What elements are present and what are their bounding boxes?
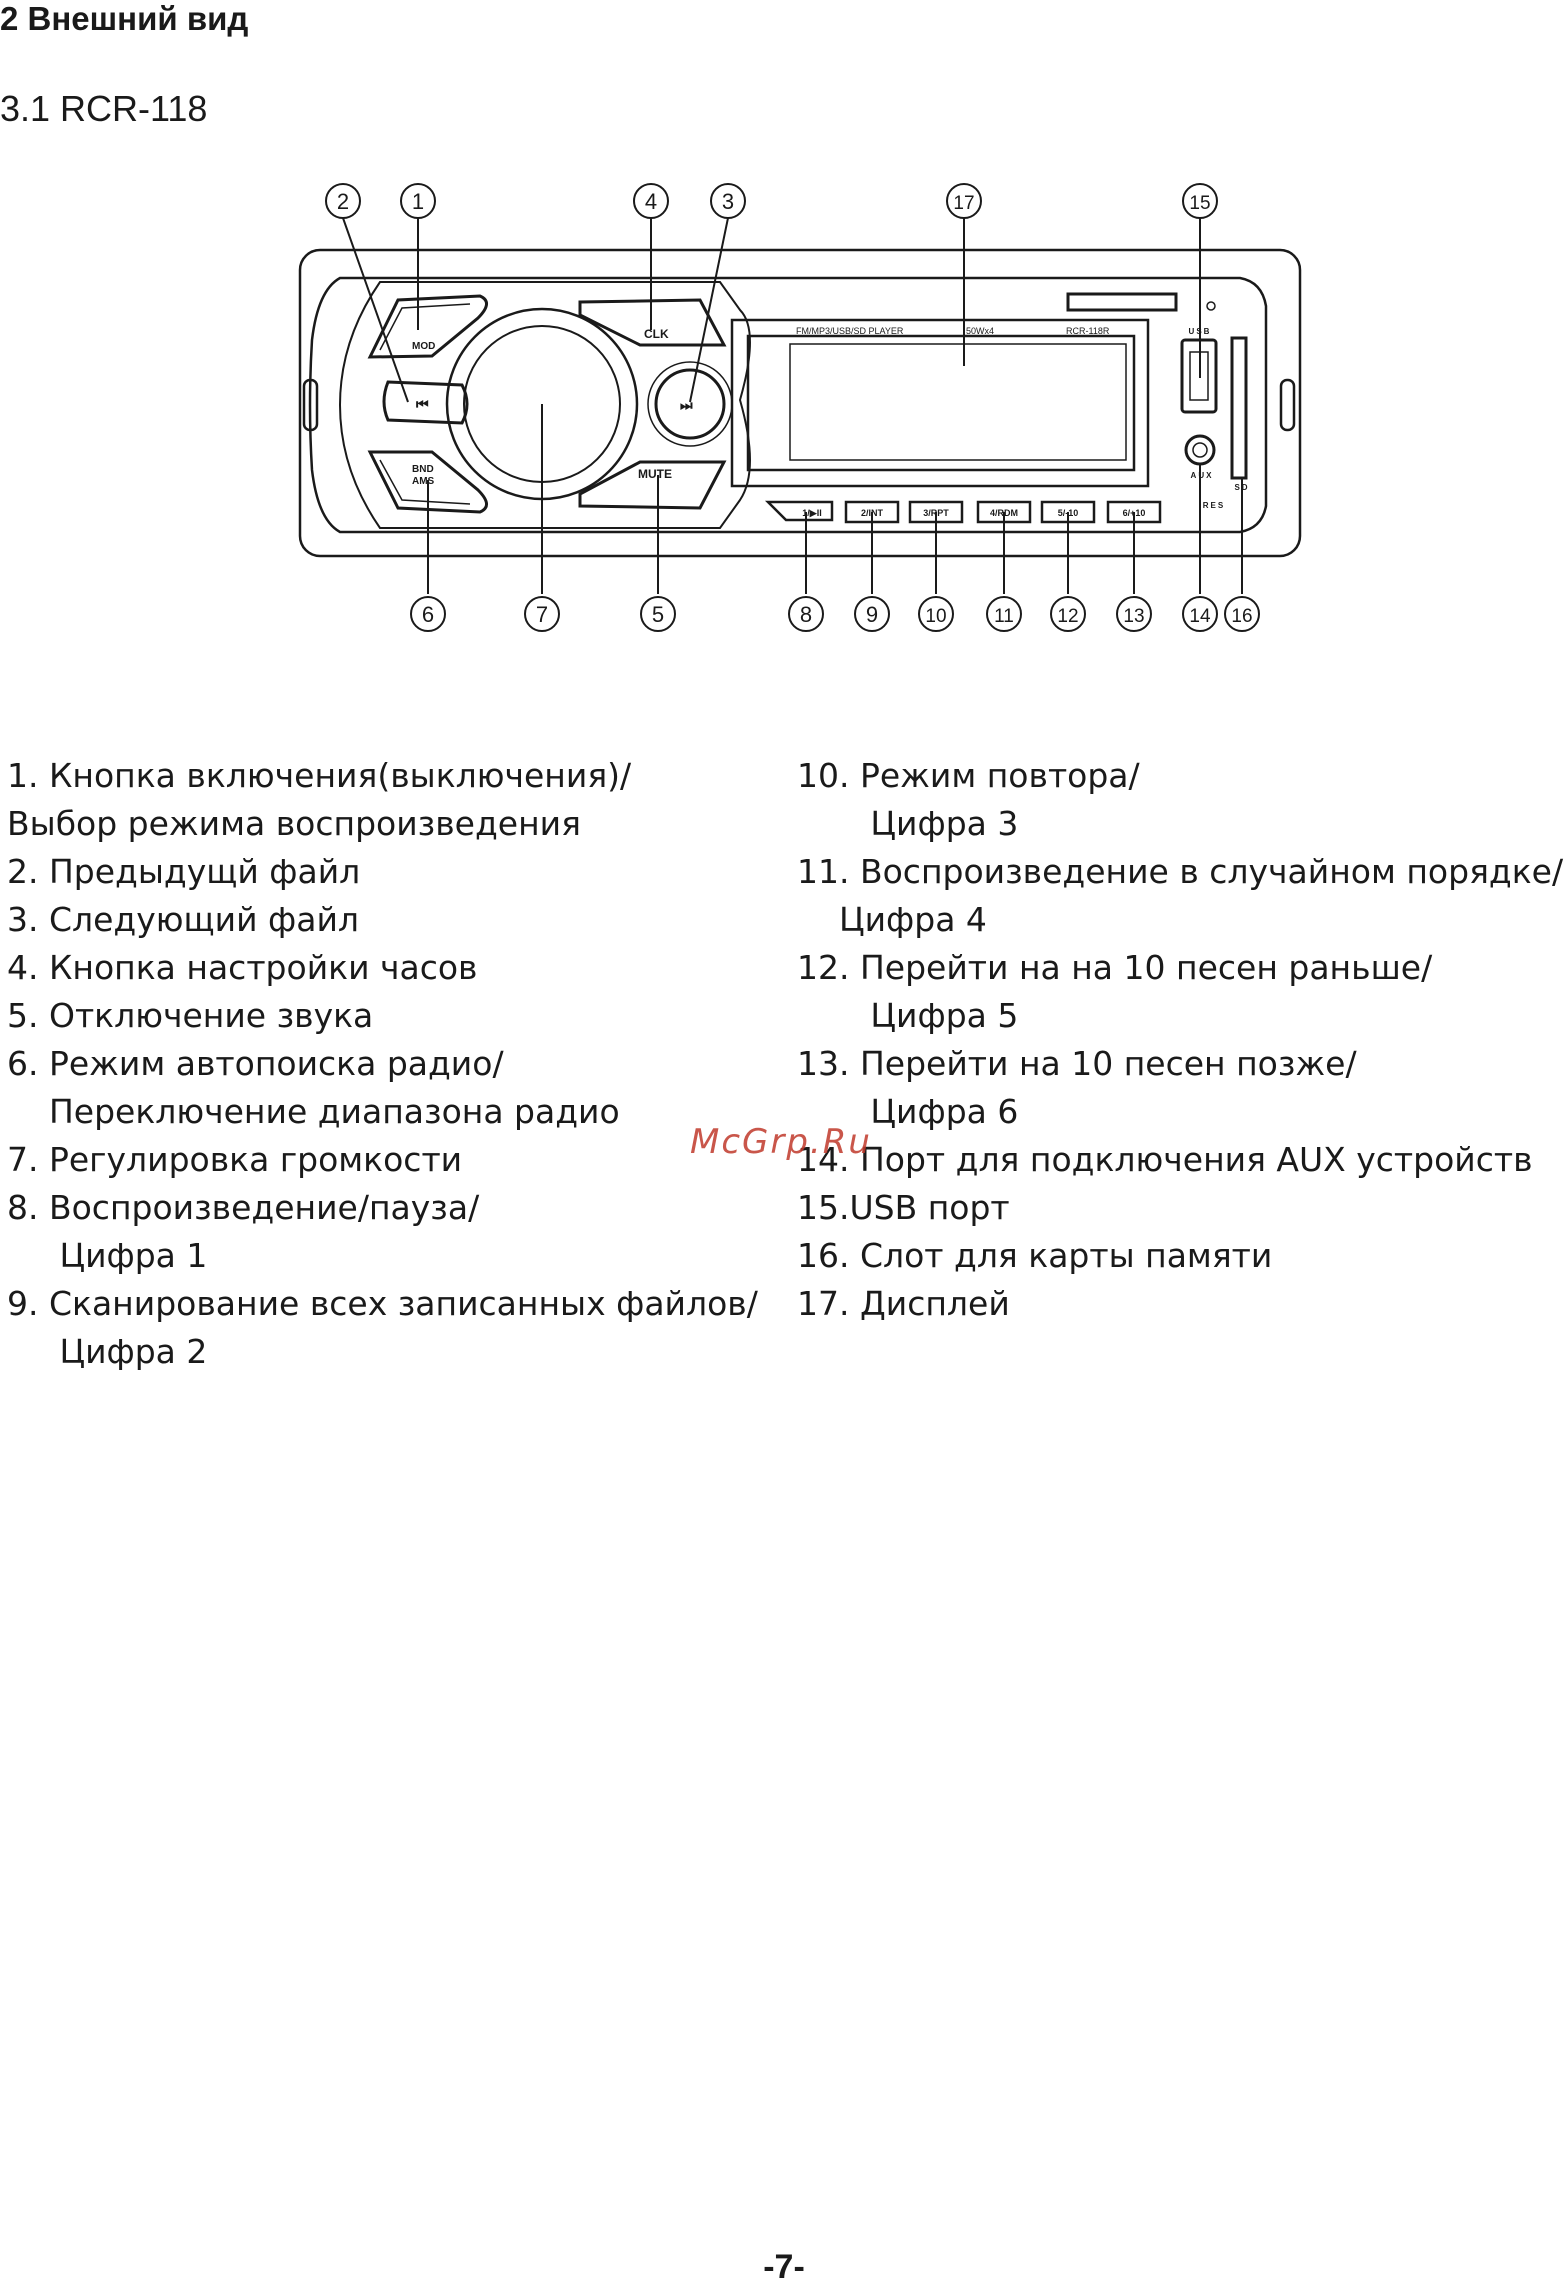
list-item: 13. Перейти на 10 песен позже/	[797, 1044, 1357, 1083]
feature-list-right	[797, 752, 1567, 1328]
callout-3: 3	[721, 189, 735, 214]
callout-14: 14	[1189, 606, 1211, 627]
front-panel	[310, 278, 1266, 532]
preset-1-label: 1/▶II	[802, 508, 822, 518]
ams-label: AMS	[412, 476, 435, 487]
list-item: Цифра 1	[7, 1236, 208, 1275]
callout-15: 15	[1189, 193, 1211, 214]
indicator-dot	[1207, 302, 1215, 310]
list-item: 17. Дисплей	[797, 1284, 1010, 1323]
list-item: 3. Следующий файл	[7, 900, 359, 939]
usb-label: USB	[1188, 327, 1212, 336]
list-item: 14. Порт для подключения AUX устройств	[797, 1140, 1533, 1179]
preset-6-label: 6/+10	[1122, 508, 1146, 518]
callout-17: 17	[953, 193, 975, 214]
preset-3-label: 3/RPT	[923, 508, 949, 518]
display-power-text: 50Wx4	[966, 326, 995, 336]
res-label: RES	[1202, 501, 1226, 510]
aux-jack[interactable]	[1186, 436, 1214, 464]
callout-8: 8	[799, 602, 813, 627]
display-frame	[732, 320, 1148, 486]
list-item: Переключение диапазона радио	[7, 1092, 620, 1131]
callout-1: 1	[411, 189, 425, 214]
display-model-text: RCR-118R	[1066, 326, 1110, 336]
watermark: McGrp.Ru	[690, 1122, 872, 1162]
top-slot	[1068, 294, 1176, 310]
list-item: 8. Воспроизведение/пауза/	[7, 1188, 480, 1227]
list-item: 1. Кнопка включения(выключения)/	[7, 756, 632, 795]
list-item: 6. Режим автопоиска радио/	[7, 1044, 504, 1083]
list-item: Цифра 2	[7, 1332, 208, 1371]
list-item: 10. Режим повтора/	[797, 756, 1140, 795]
list-item: 7. Регулировка громкости	[7, 1140, 463, 1179]
preset-1[interactable]	[768, 502, 832, 520]
callout-2: 2	[336, 189, 350, 214]
device-diagram	[0, 0, 1568, 700]
prev-label: ⏮	[416, 396, 429, 412]
feature-list-left	[7, 752, 777, 1376]
right-clip	[1281, 380, 1294, 430]
callout-6: 6	[421, 602, 435, 627]
sd-card-slot[interactable]	[1232, 338, 1246, 478]
list-item: Выбор режима воспроизведения	[7, 804, 581, 843]
model-subheading: 3.1 RCR-118	[0, 88, 208, 129]
page-number: -7-	[763, 2248, 805, 2286]
callout-7: 7	[535, 602, 549, 627]
next-label: ⏭	[680, 397, 693, 413]
list-item: Цифра 6	[797, 1092, 1019, 1131]
list-item: 9. Сканирование всех записанных файлов/	[7, 1284, 758, 1323]
list-item: 4. Кнопка настройки часов	[7, 948, 478, 987]
callout-5: 5	[651, 602, 665, 627]
display-screen	[748, 336, 1134, 470]
preset-5-label: 5/-10	[1057, 508, 1079, 518]
mod-label: MOD	[412, 341, 436, 352]
callout-9: 9	[865, 602, 879, 627]
list-item: 5. Отключение звука	[7, 996, 374, 1035]
callout-10: 10	[925, 606, 947, 627]
preset-4-label: 4/RDM	[989, 508, 1019, 518]
list-item: 12. Перейти на на 10 песен раньше/	[797, 948, 1433, 987]
list-item: 16. Слот для карты памяти	[797, 1236, 1273, 1275]
clk-label: CLK	[644, 327, 669, 341]
callout-13: 13	[1123, 606, 1145, 627]
list-item: 11. Воспроизведение в случайном порядке/	[797, 852, 1564, 891]
list-item: Цифра 4	[797, 900, 987, 939]
callout-12: 12	[1057, 606, 1079, 627]
list-item: 15.USB порт	[797, 1188, 1010, 1227]
sd-label: SD	[1234, 483, 1250, 492]
callout-11: 11	[994, 606, 1014, 627]
callout-16: 16	[1231, 606, 1253, 627]
list-item: Цифра 5	[797, 996, 1019, 1035]
bnd-label: BND	[412, 464, 434, 475]
list-item: Цифра 3	[797, 804, 1019, 843]
mute-label: MUTE	[638, 467, 672, 481]
list-item: 2. Предыдущй файл	[7, 852, 361, 891]
preset-2-label: 2/INT	[860, 508, 884, 518]
callout-4: 4	[644, 189, 658, 214]
display-player-text: FM/MP3/USB/SD PLAYER	[796, 326, 904, 336]
section-heading: 2 Внешний вид	[0, 0, 249, 37]
aux-label: AUX	[1190, 471, 1214, 480]
